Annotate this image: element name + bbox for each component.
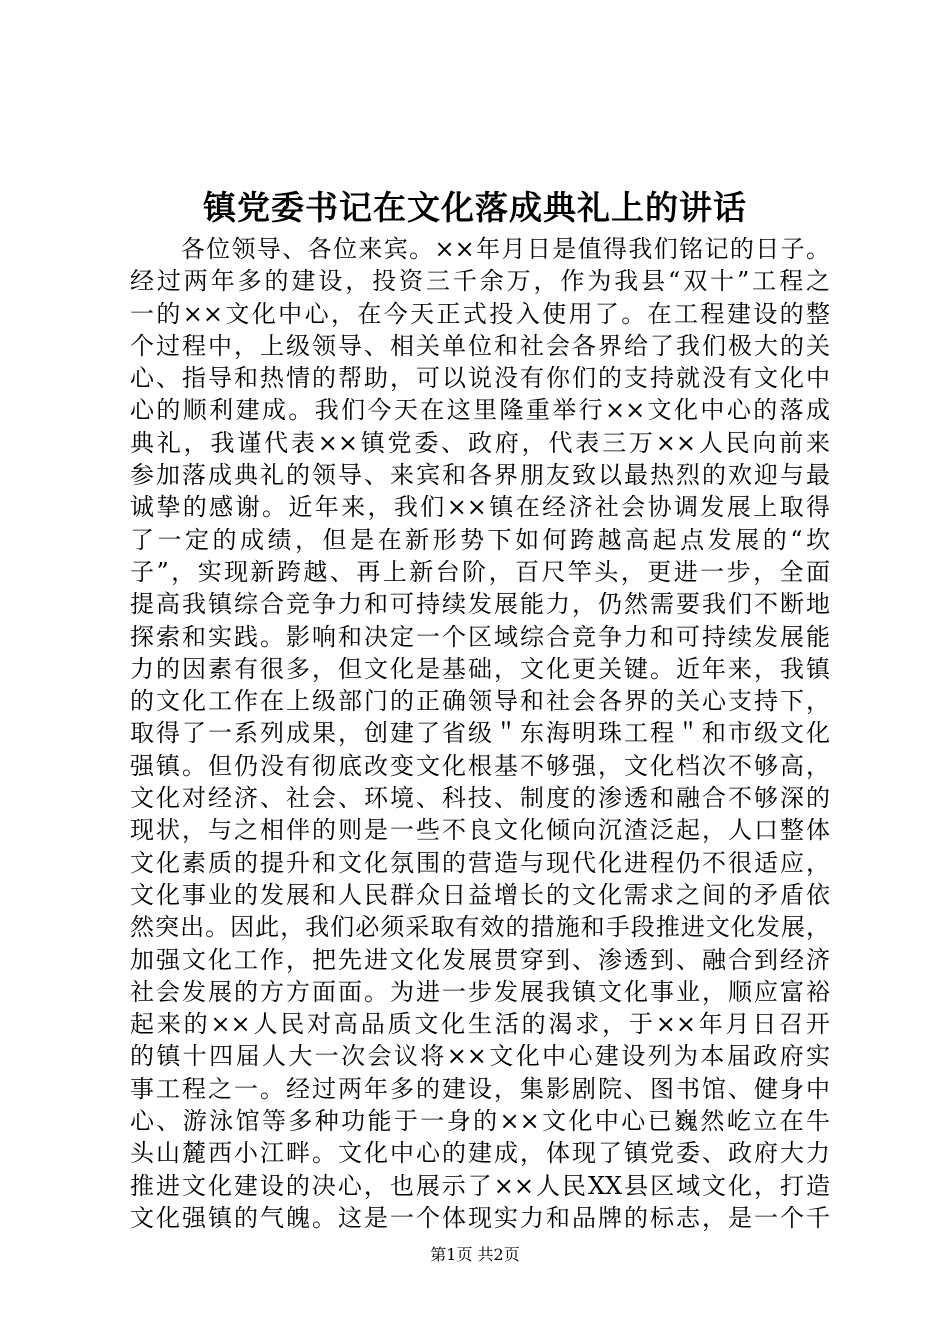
- body-line: 子”，实现新跨越、再上新台阶，百尺竿头，更进一步，全面: [130, 557, 830, 586]
- body-line: 的文化工作在上级部门的正确领导和社会各界的关心支持下，: [130, 687, 830, 716]
- body-line: 强镇。但仍没有彻底改变文化根基不够强，文化档次不够高，: [130, 751, 830, 780]
- document-title: 镇党委书记在文化落成典礼上的讲话: [203, 188, 747, 227]
- body-line: 心、游泳馆等多种功能于一身的××文化中心已巍然屹立在牛: [130, 1107, 830, 1136]
- body-line: 力的因素有很多，但文化是基础，文化更关键。近年来，我镇: [130, 654, 830, 683]
- document-body: [130, 233, 830, 1234]
- body-line: 的镇十四届人大一次会议将××文化中心建设列为本届政府实: [130, 1042, 830, 1071]
- body-line: 典礼，我谨代表××镇党委、政府，代表三万××人民向前来: [130, 428, 830, 457]
- body-line: 社会发展的方方面面。为进一步发展我镇文化事业，顺应富裕: [130, 977, 830, 1006]
- body-line: 头山麓西小江畔。文化中心的建成，体现了镇党委、政府大力: [130, 1139, 830, 1168]
- body-line: 心、指导和热情的帮助，可以说没有你们的支持就没有文化中: [130, 364, 830, 393]
- body-line: 各位领导、各位来宾。××年月日是值得我们铭记的日子。: [130, 235, 830, 263]
- body-line: 一的××文化中心，在今天正式投入使用了。在工程建设的整: [130, 299, 830, 328]
- body-line: 经过两年多的建设，投资三千余万，作为我县“双十”工程之: [130, 267, 830, 296]
- body-line: 加强文化工作，把先进文化发展贯穿到、渗透到、融合到经济: [130, 945, 830, 974]
- body-line: 推进文化建设的决心，也展示了××人民XX县区域文化，打造: [130, 1171, 830, 1200]
- body-line: 个过程中，上级领导、相关单位和社会各界给了我们极大的关: [130, 331, 830, 360]
- body-line: 了一定的成绩，但是在新形势下如何跨越高起点发展的“坎: [130, 525, 830, 554]
- body-line: 心的顺利建成。我们今天在这里隆重举行××文化中心的落成: [130, 396, 830, 425]
- body-line: 提高我镇综合竞争力和可持续发展能力，仍然需要我们不断地: [130, 590, 830, 619]
- body-line: 然突出。因此，我们必须采取有效的措施和手段推进文化发展，: [130, 913, 830, 942]
- body-line: 文化强镇的气魄。这是一个体现实力和品牌的标志，是一个千: [130, 1203, 830, 1232]
- body-line: 文化对经济、社会、环境、科技、制度的渗透和融合不够深的: [130, 784, 830, 813]
- body-line: 现状，与之相伴的则是一些不良文化倾向沉渣泛起，人口整体: [130, 816, 830, 845]
- page-number-footer: 第1页 共2页: [430, 1245, 520, 1264]
- body-line: 参加落成典礼的领导、来宾和各界朋友致以最热烈的欢迎与最: [130, 461, 830, 490]
- body-line: 事工程之一。经过两年多的建设，集影剧院、图书馆、健身中: [130, 1074, 830, 1103]
- body-line: 探索和实践。影响和决定一个区域综合竞争力和可持续发展能: [130, 622, 830, 651]
- body-line: 文化素质的提升和文化氛围的营造与现代化进程仍不很适应，: [130, 848, 830, 877]
- body-line: 诚挚的感谢。近年来，我们××镇在经济社会协调发展上取得: [130, 493, 830, 522]
- body-line: 起来的××人民对高品质文化生活的渴求，于××年月日召开: [130, 1010, 830, 1039]
- body-line: 取得了一系列成果，创建了省级＂东海明珠工程＂和市级文化: [130, 719, 830, 748]
- body-line: 文化事业的发展和人民群众日益增长的文化需求之间的矛盾依: [130, 880, 830, 909]
